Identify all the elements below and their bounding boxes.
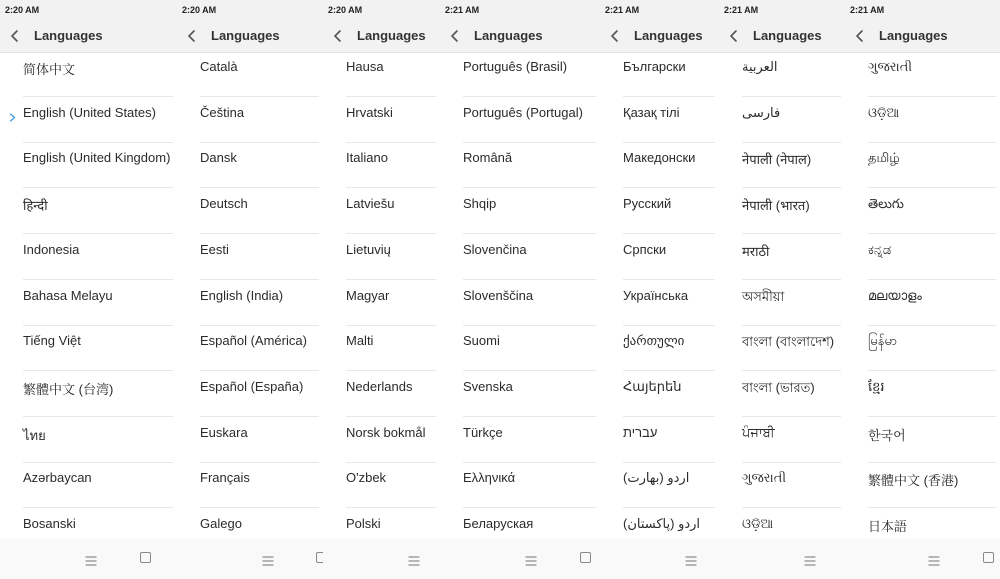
language-label: Euskara <box>200 425 248 440</box>
divider <box>200 96 319 97</box>
status-time: 2:20 AM <box>5 5 40 15</box>
language-label: Deutsch <box>200 196 248 211</box>
language-label: ગુજરાતી <box>742 470 787 485</box>
chevron-left-icon[interactable] <box>610 29 620 43</box>
divider <box>868 187 996 188</box>
language-label: Galego <box>200 516 242 531</box>
navigation-bar <box>600 539 719 579</box>
language-label: தமிழ் <box>868 150 900 165</box>
title-bar <box>177 20 323 53</box>
language-item[interactable] <box>845 418 1000 463</box>
square-icon[interactable] <box>140 552 151 563</box>
divider <box>463 507 596 508</box>
language-item[interactable] <box>600 372 719 417</box>
settings-panel <box>845 0 1000 579</box>
language-label: Bosanski <box>23 516 76 531</box>
divider <box>23 233 173 234</box>
language-label: മലയാളം <box>868 288 922 303</box>
divider <box>623 279 715 280</box>
status-bar <box>0 0 177 20</box>
language-label: English (India) <box>200 288 284 303</box>
divider <box>868 233 996 234</box>
divider <box>463 416 596 417</box>
menu-icon[interactable] <box>262 553 274 563</box>
language-item[interactable] <box>323 189 440 234</box>
chevron-left-icon[interactable] <box>855 29 865 43</box>
language-item[interactable] <box>323 235 440 280</box>
language-item[interactable] <box>845 189 1000 234</box>
language-label: Română <box>463 150 513 165</box>
divider <box>23 507 173 508</box>
language-item[interactable] <box>0 98 177 143</box>
page-title: Languages <box>474 28 543 43</box>
language-label: Norsk bokmål <box>346 425 426 440</box>
language-item[interactable] <box>845 143 1000 188</box>
language-label: ગુજરાતી <box>868 59 913 74</box>
language-label: 繁體中文 (香港) <box>868 473 959 488</box>
language-item[interactable] <box>0 189 177 234</box>
language-item[interactable] <box>323 52 440 97</box>
divider <box>742 279 841 280</box>
language-label: Español (España) <box>200 379 304 394</box>
language-label: Slovenščina <box>463 288 534 303</box>
divider <box>868 507 996 508</box>
divider <box>623 96 715 97</box>
language-item[interactable] <box>0 418 177 463</box>
language-item[interactable] <box>323 98 440 143</box>
language-label: Македонски <box>623 150 696 165</box>
language-label: English (United Kingdom) <box>23 150 171 165</box>
language-item[interactable] <box>719 189 845 234</box>
language-label: اردو (بھارت) <box>623 470 690 485</box>
language-item[interactable] <box>323 418 440 463</box>
language-item[interactable] <box>845 463 1000 508</box>
divider <box>346 187 436 188</box>
language-label: Português (Portugal) <box>463 105 583 120</box>
language-label: فارسی <box>742 105 781 120</box>
divider <box>200 233 319 234</box>
title-bar <box>845 20 1000 53</box>
language-item[interactable] <box>177 52 323 97</box>
language-item[interactable] <box>0 52 177 97</box>
divider <box>346 233 436 234</box>
language-item[interactable] <box>440 235 600 280</box>
divider <box>346 416 436 417</box>
status-bar <box>440 0 600 20</box>
square-icon[interactable] <box>316 552 323 563</box>
language-label: Azərbaycan <box>23 470 92 485</box>
language-label: Hrvatski <box>346 105 393 120</box>
divider <box>623 187 715 188</box>
language-label: বাংলা (ভারত) <box>742 380 815 395</box>
divider <box>742 233 841 234</box>
language-item[interactable] <box>719 463 845 508</box>
menu-icon[interactable] <box>85 553 97 563</box>
divider <box>463 279 596 280</box>
title-bar <box>440 20 600 53</box>
language-label: Italiano <box>346 150 388 165</box>
language-item[interactable] <box>719 281 845 326</box>
status-bar <box>845 0 1000 20</box>
page-title: Languages <box>357 28 426 43</box>
language-label: नेपाली (भारत) <box>742 198 810 213</box>
language-item[interactable] <box>0 235 177 280</box>
divider <box>463 187 596 188</box>
language-item[interactable] <box>600 143 719 188</box>
divider <box>23 187 173 188</box>
title-bar <box>719 20 845 53</box>
page-title: Languages <box>879 28 948 43</box>
settings-panel <box>719 0 845 579</box>
menu-icon[interactable] <box>685 553 697 563</box>
title-bar <box>323 20 440 53</box>
status-bar <box>719 0 845 20</box>
divider <box>200 416 319 417</box>
divider <box>200 370 319 371</box>
language-label: Қазақ тілі <box>623 105 680 120</box>
language-label: Svenska <box>463 379 513 394</box>
language-item[interactable] <box>0 463 177 508</box>
language-item[interactable] <box>845 235 1000 280</box>
status-bar <box>600 0 719 20</box>
divider <box>742 96 841 97</box>
status-bar <box>323 0 440 20</box>
language-label: Català <box>200 59 238 74</box>
divider <box>346 507 436 508</box>
settings-panel <box>440 0 600 579</box>
status-time: 2:21 AM <box>724 5 759 15</box>
divider <box>23 96 173 97</box>
status-time: 2:20 AM <box>328 5 363 15</box>
language-item[interactable] <box>177 143 323 188</box>
title-bar <box>0 20 177 53</box>
language-item[interactable] <box>845 52 1000 97</box>
navigation-bar <box>719 539 845 579</box>
language-label: ਪੰਜਾਬੀ <box>742 425 775 440</box>
divider <box>623 416 715 417</box>
language-item[interactable] <box>440 281 600 326</box>
language-item[interactable] <box>719 326 845 371</box>
divider <box>346 279 436 280</box>
status-time: 2:20 AM <box>182 5 217 15</box>
language-label: Nederlands <box>346 379 413 394</box>
language-label: Dansk <box>200 150 237 165</box>
language-label: اردو (پاکستان) <box>623 516 701 531</box>
language-item[interactable] <box>600 189 719 234</box>
divider <box>200 507 319 508</box>
language-item[interactable] <box>600 52 719 97</box>
language-item[interactable] <box>600 326 719 371</box>
language-label: 한국어 <box>868 428 906 443</box>
language-item[interactable] <box>177 463 323 508</box>
language-label: বাংলা (বাংলাদেশ) <box>742 334 835 349</box>
language-item[interactable] <box>177 235 323 280</box>
divider <box>23 279 173 280</box>
settings-panel <box>0 0 177 579</box>
navigation-bar <box>845 539 1000 579</box>
language-label: 繁體中文 (台湾) <box>23 382 114 397</box>
settings-panel <box>600 0 719 579</box>
divider <box>346 96 436 97</box>
language-item[interactable] <box>600 418 719 463</box>
language-label: Tiếng Việt <box>23 333 81 348</box>
language-label: Հայերեն <box>623 379 682 394</box>
language-item[interactable] <box>0 372 177 417</box>
chevron-left-icon[interactable] <box>450 29 460 43</box>
divider <box>742 187 841 188</box>
page-title: Languages <box>753 28 822 43</box>
language-item[interactable] <box>440 98 600 143</box>
settings-panel <box>323 0 440 579</box>
language-item[interactable] <box>177 326 323 371</box>
language-label: Español (América) <box>200 333 307 348</box>
language-item[interactable] <box>440 418 600 463</box>
language-label: Slovenčina <box>463 242 527 257</box>
language-item[interactable] <box>177 418 323 463</box>
square-icon[interactable] <box>580 552 591 563</box>
divider <box>23 416 173 417</box>
language-label: Shqip <box>463 196 497 211</box>
language-item[interactable] <box>440 52 600 97</box>
language-label: ខ្មែរ <box>868 379 885 394</box>
language-label: Українська <box>623 288 689 303</box>
chevron-right-icon <box>9 110 16 121</box>
language-label: Indonesia <box>23 242 80 257</box>
chevron-left-icon[interactable] <box>10 29 20 43</box>
language-item[interactable] <box>719 98 845 143</box>
status-time: 2:21 AM <box>445 5 480 15</box>
language-item[interactable] <box>845 372 1000 417</box>
language-item[interactable] <box>600 235 719 280</box>
square-icon[interactable] <box>983 552 994 563</box>
language-item[interactable] <box>323 326 440 371</box>
language-item[interactable] <box>440 463 600 508</box>
language-label: 简体中文 <box>23 62 76 77</box>
language-label: Bahasa Melayu <box>23 288 113 303</box>
language-label: עברית <box>623 425 658 440</box>
language-item[interactable] <box>0 143 177 188</box>
language-item[interactable] <box>845 326 1000 371</box>
language-item[interactable] <box>323 372 440 417</box>
menu-icon[interactable] <box>804 553 816 563</box>
language-label: ქართული <box>623 333 685 348</box>
language-label: Hausa <box>346 59 384 74</box>
language-label: Български <box>623 59 686 74</box>
divider <box>200 187 319 188</box>
language-label: অসমীয়া <box>742 289 785 304</box>
language-label: Magyar <box>346 288 390 303</box>
language-label: Ελληνικά <box>463 470 516 485</box>
language-label: ไทย <box>23 428 46 443</box>
language-label: नेपाली (नेपाल) <box>742 152 812 167</box>
status-time: 2:21 AM <box>850 5 885 15</box>
divider <box>623 507 715 508</box>
divider <box>200 279 319 280</box>
title-bar <box>600 20 719 53</box>
divider <box>868 416 996 417</box>
language-item[interactable] <box>719 372 845 417</box>
language-label: हिन्दी <box>23 198 48 213</box>
status-bar <box>177 0 323 20</box>
page-title: Languages <box>634 28 703 43</box>
divider <box>463 96 596 97</box>
language-item[interactable] <box>719 52 845 97</box>
divider <box>23 370 173 371</box>
language-item[interactable] <box>845 281 1000 326</box>
chevron-left-icon[interactable] <box>729 29 739 43</box>
settings-panel <box>177 0 323 579</box>
language-item[interactable] <box>440 189 600 234</box>
language-label: Eesti <box>200 242 229 257</box>
menu-icon[interactable] <box>928 553 940 563</box>
menu-icon[interactable] <box>408 553 420 563</box>
divider <box>742 370 841 371</box>
language-label: Malti <box>346 333 374 348</box>
language-label: ಕನ್ನಡ <box>868 242 892 257</box>
language-item[interactable] <box>0 281 177 326</box>
language-label: తెలుగు <box>868 196 904 211</box>
language-item[interactable] <box>719 235 845 280</box>
language-label: 日本語 <box>868 519 908 534</box>
language-item[interactable] <box>177 98 323 143</box>
language-item[interactable] <box>719 143 845 188</box>
language-label: Српски <box>623 242 667 257</box>
navigation-bar <box>177 539 323 579</box>
language-label: Latviešu <box>346 196 395 211</box>
language-item[interactable] <box>600 98 719 143</box>
language-item[interactable] <box>323 463 440 508</box>
language-item[interactable] <box>177 372 323 417</box>
language-label: ଓଡ଼ିଆ <box>742 516 774 531</box>
language-item[interactable] <box>845 98 1000 143</box>
page-title: Languages <box>211 28 280 43</box>
language-item[interactable] <box>0 326 177 371</box>
language-label: Čeština <box>200 105 245 120</box>
language-label: Français <box>200 470 250 485</box>
divider <box>623 233 715 234</box>
divider <box>623 370 715 371</box>
language-item[interactable] <box>719 418 845 463</box>
language-label: English (United States) <box>23 105 156 120</box>
language-item[interactable] <box>177 281 323 326</box>
language-label: Lietuvių <box>346 242 391 257</box>
language-label: मराठी <box>742 244 770 259</box>
language-item[interactable] <box>440 326 600 371</box>
navigation-bar <box>440 539 600 579</box>
language-label: Polski <box>346 516 381 531</box>
page-title: Languages <box>34 28 103 43</box>
language-item[interactable] <box>600 281 719 326</box>
language-label: Suomi <box>463 333 500 348</box>
language-item[interactable] <box>323 143 440 188</box>
navigation-bar <box>323 539 440 579</box>
language-label: Беларуская <box>463 516 534 531</box>
navigation-bar <box>0 539 177 579</box>
language-item[interactable] <box>177 189 323 234</box>
language-label: O'zbek <box>346 470 387 485</box>
menu-icon[interactable] <box>525 553 537 563</box>
divider <box>742 416 841 417</box>
language-label: Русский <box>623 196 672 211</box>
divider <box>868 96 996 97</box>
chevron-left-icon[interactable] <box>333 29 343 43</box>
language-item[interactable] <box>440 143 600 188</box>
divider <box>463 370 596 371</box>
language-label: العربية <box>742 59 778 74</box>
chevron-left-icon[interactable] <box>187 29 197 43</box>
language-label: Türkçe <box>463 425 503 440</box>
status-time: 2:21 AM <box>605 5 640 15</box>
divider <box>868 370 996 371</box>
language-label: မြန်မာ <box>868 333 898 348</box>
language-item[interactable] <box>600 463 719 508</box>
divider <box>868 279 996 280</box>
divider <box>742 507 841 508</box>
language-label: Português (Brasil) <box>463 59 568 74</box>
language-item[interactable] <box>440 372 600 417</box>
language-item[interactable] <box>323 281 440 326</box>
divider <box>463 233 596 234</box>
language-label: ଓଡ଼ିଆ <box>868 105 900 120</box>
divider <box>346 370 436 371</box>
